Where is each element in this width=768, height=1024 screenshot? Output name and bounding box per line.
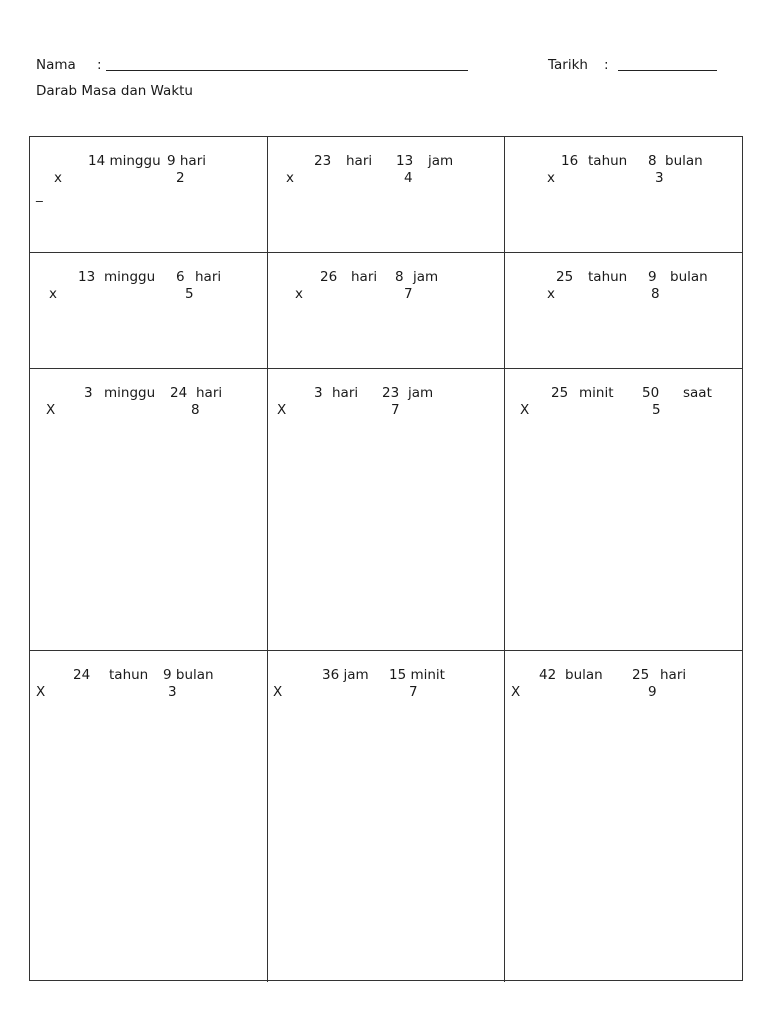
problem-term: 3 [84,385,93,401]
problem-term: 8 [648,153,657,169]
multiply-sign: X [520,402,530,418]
problem-term: bulan [670,269,708,285]
worksheet-title: Darab Masa dan Waktu [36,83,193,99]
multiplier: 7 [391,402,400,418]
problem-cell[interactable] [30,137,268,253]
multiplier: 2 [176,170,185,186]
multiplier: 3 [168,684,177,700]
problem-grid [29,136,743,981]
problem-term: bulan [665,153,703,169]
problem-term: 25 [632,667,650,683]
problem-cell[interactable] [267,137,505,253]
problem-term: 25 [556,269,574,285]
multiplier: 8 [651,286,660,302]
name-label: Nama [36,57,76,73]
problem-term: jam [408,385,434,401]
problem-cell[interactable] [30,253,268,369]
problem-cell[interactable] [267,651,505,982]
problem-term: minggu [104,385,156,401]
multiply-sign: X [277,402,287,418]
problem-cell[interactable] [505,651,743,982]
problem-term: hari [346,153,373,169]
problem-term: 23 [382,385,400,401]
multiplier: 5 [652,402,661,418]
problem-term: 16 [561,153,579,169]
problem-term: jam [428,153,454,169]
problem-term: hari [196,385,223,401]
problem-term: hari [351,269,378,285]
problem-cell[interactable] [30,369,268,651]
problem-term: tahun [109,667,149,683]
problem-term: 9 bulan [163,667,214,683]
multiplier: 7 [404,286,413,302]
problem-term: tahun [588,153,628,169]
multiplier: 7 [409,684,418,700]
problem-term: saat [683,385,712,401]
problem-cell[interactable] [505,369,743,651]
problem-term: 13 [396,153,414,169]
problem-term: 24 [170,385,188,401]
problem-term: 9 [648,269,657,285]
date-field[interactable] [618,70,717,71]
multiply-sign: X [46,402,56,418]
problem-term: 26 [320,269,338,285]
problem-term: 14 minggu [88,153,161,169]
problem-term: 9 hari [167,153,207,169]
multiplier: 5 [185,286,194,302]
name-colon: : [97,57,102,73]
multiplier: 9 [648,684,657,700]
problem-term: 36 jam [322,667,369,683]
problem-term: 13 [78,269,96,285]
multiply-sign: X [511,684,521,700]
problem-term: 50 [642,385,660,401]
problem-term: hari [195,269,222,285]
problem-cell[interactable] [267,253,505,369]
problem-term: 15 minit [389,667,445,683]
date-colon: : [604,57,609,73]
multiply-sign: x [295,286,303,302]
problem-term: 42 [539,667,557,683]
problem-term: 23 [314,153,332,169]
name-field[interactable] [106,70,468,71]
multiply-sign: x [547,170,555,186]
problem-term: 24 [73,667,91,683]
problem-term: hari [332,385,359,401]
problem-term: jam [413,269,439,285]
problem-cell[interactable] [30,651,268,982]
date-label: Tarikh [548,57,588,73]
multiplier: 3 [655,170,664,186]
problem-term: minit [579,385,614,401]
problem-term: 8 [395,269,404,285]
multiply-sign: x [54,170,62,186]
problem-cell[interactable] [267,369,505,651]
multiply-sign: x [286,170,294,186]
multiply-sign: x [547,286,555,302]
problem-cell[interactable] [505,137,743,253]
problem-term: tahun [588,269,628,285]
multiply-sign: X [273,684,283,700]
problem-term: 3 [314,385,323,401]
multiply-sign: X [36,684,46,700]
answer-line-mark: _ [36,187,43,203]
multiplier: 8 [191,402,200,418]
multiplier: 4 [404,170,413,186]
problem-term: hari [660,667,687,683]
problem-term: minggu [104,269,156,285]
problem-term: 6 [176,269,185,285]
problem-term: 25 [551,385,569,401]
problem-cell[interactable] [505,253,743,369]
problem-term: bulan [565,667,603,683]
multiply-sign: x [49,286,57,302]
